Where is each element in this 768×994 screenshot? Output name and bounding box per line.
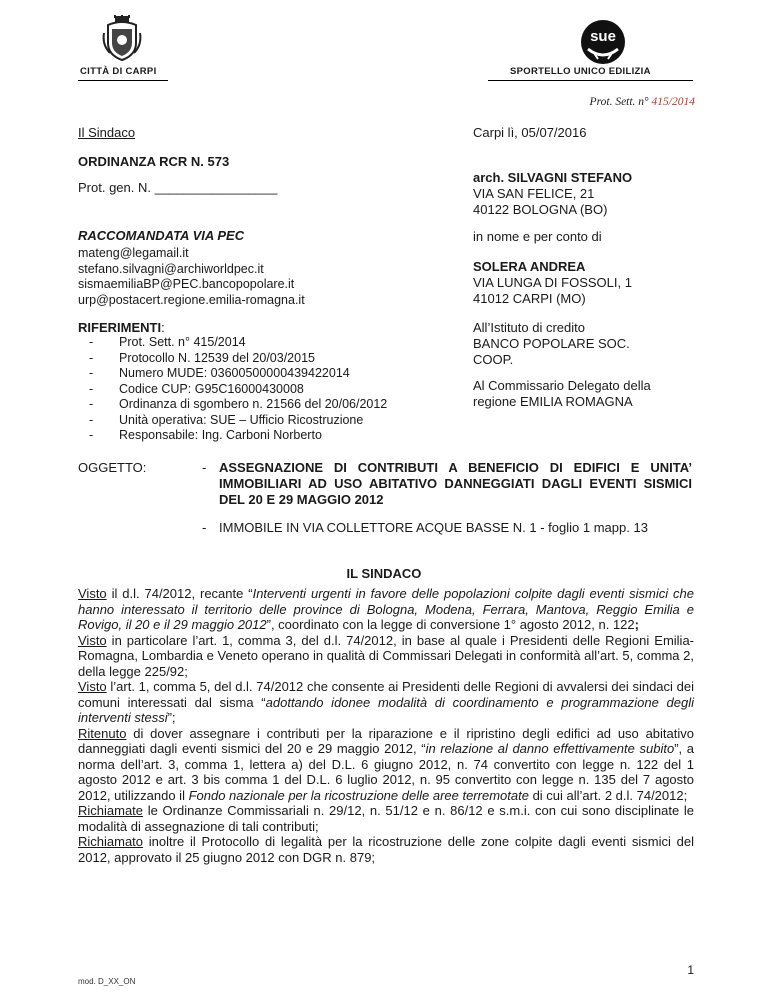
sue-logo-text: sue xyxy=(590,28,616,45)
prot-sett-prefix: Prot. Sett. n° xyxy=(589,96,652,108)
paragraph-text: ; xyxy=(634,617,639,632)
quoted-title: Interventi urgenti in favore delle popolazioni colpite dagli eventi sismici che hanno interessato il territorio delle province di Bologna, Modena, Ferrara, Mantova, Reggio Emilia e Rovigo, il 20 e il 29 maggio 2012 xyxy=(78,586,694,632)
oggetto-list xyxy=(202,460,692,548)
recipient-line: Al Commissario Delegato della xyxy=(473,378,651,393)
recipient-commissioner xyxy=(473,378,651,410)
oggetto-item xyxy=(202,520,692,536)
header-divider xyxy=(488,80,693,81)
email-item: sismaemiliaBP@PEC.bancopopolare.it xyxy=(78,277,295,291)
recipient-line: BANCO POPOLARE SOC. xyxy=(473,336,630,351)
recipient-bank xyxy=(473,320,630,368)
email-item: stefano.silvagni@archiworldpec.it xyxy=(78,261,264,276)
oggetto-item xyxy=(202,460,692,508)
paragraph-text: ”, coordinato con la legge di conversione 1° agosto 2012, n. 122 xyxy=(266,617,635,632)
sue-logo xyxy=(578,19,628,65)
pec-email-list xyxy=(78,246,305,308)
paragraph-text: di cui all’art. 2 d.l. 74/2012; xyxy=(528,787,688,803)
list-bullet: - xyxy=(89,350,94,365)
list-bullet: - xyxy=(202,460,207,475)
list-bullet: - xyxy=(89,428,94,442)
email-item: mateng@legamail.it xyxy=(78,246,189,260)
form-model-code: mod. D_XX_ON xyxy=(78,977,136,986)
recipient-address: VIA SAN FELICE, 21 xyxy=(473,186,595,201)
paragraph-lead: Ritenuto xyxy=(78,725,127,741)
paragraph-text: inoltre il Protocollo di legalità per la ricostruzione delle zone colpite dagli eventi sismici del 2012, approvato il 25 giugno 2012 con DGR n. 879; xyxy=(78,834,694,865)
recipient-line: regione EMILIA ROMAGNA xyxy=(473,394,633,409)
paragraph xyxy=(78,834,694,865)
list-bullet: - xyxy=(89,381,94,396)
recipient-name: arch. SILVAGNI STEFANO xyxy=(473,170,633,185)
list-bullet: - xyxy=(89,366,94,380)
riferimenti-colon: : xyxy=(161,320,165,335)
paragraph xyxy=(78,679,694,726)
recipient-owner xyxy=(473,259,632,307)
page-number: 1 xyxy=(687,963,694,977)
paragraph-lead: Visto xyxy=(78,679,107,694)
oggetto-item-text: IMMOBILE IN VIA COLLETTORE ACQUE BASSE N. 1 - foglio 1 mapp. 13 xyxy=(219,520,648,535)
list-item-text: Unità operativa: SUE – Ufficio Ricostruzione xyxy=(119,412,364,427)
recipient-address: VIA LUNGA DI FOSSOLI, 1 xyxy=(473,275,632,290)
prot-sett-number: 415/2014 xyxy=(651,96,695,108)
recipient-line: All’Istituto di credito xyxy=(473,320,585,335)
paragraph-text: di dover assegnare i contributi per la riparazione e il ripristino degli edifici ad uso abitativo danneggiati dagli eventi sismici del 20 e 29 maggio 2012, “ xyxy=(78,725,694,756)
oggetto-item-text: ASSEGNAZIONE DI CONTRIBUTI A BENEFICIO DI EDIFICI E UNITA’ IMMOBILIARI AD USO ABITATIVO DANNEGGIATI DAGLI EVENTI SISMICI DEL 20 E 29 MAGGIO 2012 xyxy=(219,460,692,507)
document-body xyxy=(78,586,694,865)
list-item xyxy=(89,428,387,444)
sindaco-label: Il Sindaco xyxy=(78,125,136,140)
recipient-city: 41012 CARPI (MO) xyxy=(473,291,586,306)
ordinanza-number: ORDINANZA RCR N. 573 xyxy=(78,154,230,169)
paragraph-lead: Richiamato xyxy=(78,834,144,849)
city-crest-logo xyxy=(102,15,142,61)
list-item-text: Protocollo N. 12539 del 20/03/2015 xyxy=(119,350,315,365)
list-bullet: - xyxy=(202,520,207,535)
riferimenti-heading xyxy=(78,320,165,336)
recipient-line: COOP. xyxy=(473,352,514,367)
recipient-technician xyxy=(473,170,632,218)
list-item xyxy=(89,397,387,413)
paragraph-text: in particolare l’art. 1, comma 3, del d.l. 74/2012, in base al quale i Presidenti delle Regioni Emilia-Romagna, Lombardia e Veneto operano in qualità di Commissari Delegati in conformità all’art. 5, comma 2, della legge 225/92; xyxy=(78,632,694,679)
list-item xyxy=(89,382,387,398)
paragraph xyxy=(78,586,694,633)
header-divider xyxy=(78,80,168,81)
list-bullet: - xyxy=(89,397,94,411)
paragraph-text: le Ordinanze Commissariali n. 29/12, n. 51/12 e n. 86/12 e s.m.i. con cui sono disciplinate le modalità di assegnazione di tali contributi; xyxy=(78,803,694,834)
list-item-text: Numero MUDE: 03600500000439422014 xyxy=(119,366,350,380)
riferimenti-list xyxy=(89,335,387,444)
section-heading: IL SINDACO xyxy=(346,566,422,581)
list-bullet: - xyxy=(89,412,94,427)
paragraph-text: ”; xyxy=(167,710,176,725)
paragraph xyxy=(78,726,694,804)
email-item: urp@postacert.regione.emilia-romagna.it xyxy=(78,292,305,307)
paragraph xyxy=(78,633,694,680)
paragraph-text: il d.l. 74/2012, recante “ xyxy=(106,586,253,601)
list-item-text: Prot. Sett. n° 415/2014 xyxy=(119,335,246,349)
city-name: CITTÀ DI CARPI xyxy=(80,66,157,77)
recipient-name: SOLERA ANDREA xyxy=(473,259,586,274)
list-item-text: Responsabile: Ing. Carboni Norberto xyxy=(119,428,322,442)
paragraph-lead: Richiamate xyxy=(78,803,144,818)
quoted-text: in relazione al danno effettivamente subito xyxy=(425,741,675,756)
list-item xyxy=(89,335,387,351)
recipient-city: 40122 BOLOGNA (BO) xyxy=(473,202,608,217)
list-bullet: - xyxy=(89,335,94,349)
paragraph-lead: Visto xyxy=(78,586,107,601)
list-item xyxy=(89,351,387,367)
paragraph xyxy=(78,803,694,834)
quoted-text: adottando idonee modalità di coordinamento e programmazione degli interventi stessi xyxy=(78,694,694,725)
riferimenti-label: RIFERIMENTI xyxy=(78,320,162,335)
paragraph-lead: Visto xyxy=(78,632,107,648)
paragraph-text: l’art. 1, comma 5, del d.l. 74/2012 che consente ai Presidenti delle Regioni di avvalersi dei sindaci dei comuni interessati dal sisma “ xyxy=(78,679,694,710)
list-item xyxy=(89,413,387,429)
place-date: Carpi lì, 05/07/2016 xyxy=(473,125,587,140)
raccomandata-label: RACCOMANDATA VIA PEC xyxy=(78,228,245,243)
on-behalf-label: in nome e per conto di xyxy=(473,229,602,244)
prot-sett-reference xyxy=(590,96,695,108)
list-item xyxy=(89,366,387,382)
oggetto-label: OGGETTO: xyxy=(78,460,147,475)
list-item-text: Ordinanza di sgombero n. 21566 del 20/06/2012 xyxy=(119,397,388,411)
office-name: SPORTELLO UNICO EDILIZIA xyxy=(510,66,651,77)
paragraph-text: ”, a norma dell’art. 3, comma 1, lettera a) del D.L. 6 giugno 2012, n. 74 convertito con legge n. 122 del 1 agosto 2012 e art. 3 bis comma 1 del D.L. 6 luglio 2012, n. 95 convertito con legge n. 135 del 7 agosto 2012, utilizzando il xyxy=(78,741,694,803)
quoted-text: Fondo nazionale per la ricostruzione delle aree terremotate xyxy=(188,787,529,803)
list-item-text: Codice CUP: G95C16000430008 xyxy=(119,381,304,396)
prot-gen-field: Prot. gen. N. _________________ xyxy=(78,180,278,195)
